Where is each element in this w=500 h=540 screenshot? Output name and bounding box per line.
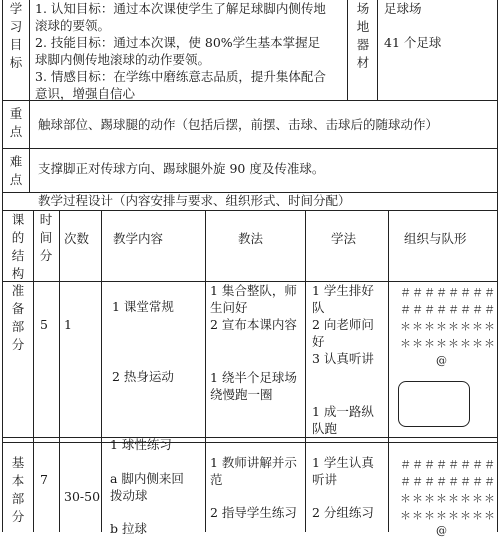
header-content: 教学内容	[113, 231, 164, 246]
basic-content-line: 拨动球	[110, 488, 148, 503]
formation-row: ＃＃＃＃＃＃＃＃	[400, 286, 496, 299]
table-divider	[59, 210, 60, 532]
prep-method-line: 生问好	[210, 300, 248, 315]
prep-method-line: 1 集合整队，师	[210, 283, 297, 298]
header-structure: 课 的 结 构	[11, 212, 25, 281]
basic-content-line: a 脚内侧来回	[110, 471, 184, 486]
basic-content-line: b 拉球	[110, 521, 147, 536]
section-double-rule	[2, 437, 497, 443]
formation-row: ＊＊＊＊＊＊＊＊	[400, 509, 496, 522]
basic-method-line: 1 教师讲解并示	[210, 455, 297, 470]
header-time: 时 间 分	[39, 212, 53, 263]
teacher-marker: @	[436, 524, 447, 537]
table-divider	[377, 0, 378, 100]
formation-row: ＊＊＊＊＊＊＊＊	[400, 337, 496, 350]
venue-label: 场 地 器 材	[356, 1, 370, 70]
prep-method-line: 绕慢跑一圈	[210, 387, 273, 402]
key-text: 触球部位、踢球腿的动作（包括后摆，前摆、击球、击球后的随球动作）	[38, 117, 439, 132]
prep-study-line: 好	[312, 334, 325, 349]
goal-line: 3. 情感目标：在学练中磨练意志品质，提升集体配合	[35, 69, 326, 84]
formation-row: ＊＊＊＊＊＊＊＊	[400, 320, 496, 333]
prep-study-line: 1 成一路纵	[312, 404, 374, 419]
prep-method-line: 1 绕半个足球场	[210, 370, 297, 385]
basic-count: 30-50	[64, 489, 101, 504]
formation-row: ＃＃＃＃＃＃＃＃	[400, 303, 496, 316]
basic-method-line: 范	[210, 472, 223, 487]
design-title: 教学过程设计（内容安排与要求、组织形式、时间分配）	[38, 193, 351, 208]
prep-study-line: 2 向老师问	[312, 317, 374, 332]
table-divider	[205, 210, 206, 532]
formation-row: ＊＊＊＊＊＊＊＊	[400, 492, 496, 505]
basic-time: 7	[40, 472, 48, 487]
basic-study-line: 听讲	[312, 472, 338, 487]
table-rule	[2, 210, 498, 211]
goal-line: 滚球的要领。	[35, 18, 111, 33]
goal-line: 意识，增强自信心	[35, 86, 136, 101]
goal-label: 学 习 目 标	[9, 1, 23, 70]
header-org: 组织与队形	[404, 231, 467, 246]
goal-line: 球脚内侧传地滚球的动作要领。	[35, 52, 211, 67]
basic-study-line: 1 学生认真	[312, 455, 374, 470]
running-track-diagram	[398, 381, 470, 427]
table-divider	[305, 210, 306, 532]
prep-content-item: 2 热身运动	[112, 369, 174, 384]
difficulty-text: 支撑脚正对传球方向、踢球腿外旋 90 度及传准球。	[38, 161, 325, 176]
prep-time: 5	[40, 317, 48, 332]
prep-study-line: 队跑	[312, 421, 338, 436]
table-divider	[347, 0, 348, 100]
prep-count: 1	[64, 317, 72, 332]
prep-study-line: 队	[312, 300, 325, 315]
table-divider	[388, 210, 389, 532]
table-border-left	[2, 0, 3, 532]
header-method: 教法	[238, 231, 264, 246]
venue-line: 足球场	[384, 1, 422, 16]
basic-content-line: 1 球性练习	[110, 437, 172, 452]
formation-row: ＃＃＃＃＃＃＃＃	[400, 458, 496, 471]
header-study: 学法	[331, 231, 357, 246]
formation-row: ＃＃＃＃＃＃＃＃	[400, 475, 496, 488]
table-divider	[33, 210, 34, 532]
key-label: 重 点	[9, 106, 23, 139]
teacher-marker: @	[436, 354, 447, 367]
goal-line: 1. 认知目标：通过本次课使学生了解足球脚内侧传地	[35, 1, 326, 16]
basic-method-line: 2 指导学生练习	[210, 505, 297, 520]
goal-line: 2. 技能目标：通过本次课，使 80%学生基本掌握足	[35, 35, 321, 50]
prep-method-line: 2 宣布本课内容	[210, 317, 297, 332]
table-rule	[2, 148, 498, 149]
basic-label: 基 本 部 分	[11, 455, 25, 524]
table-divider	[101, 210, 102, 532]
difficulty-label: 难 点	[9, 154, 23, 187]
table-border-right	[497, 0, 498, 532]
prep-study-line: 1 学生排好	[312, 283, 374, 298]
prep-label: 准 备 部 分	[11, 283, 25, 352]
header-count: 次数	[64, 231, 90, 246]
venue-line: 41 个足球	[384, 35, 442, 50]
prep-study-line: 3 认真听讲	[312, 351, 374, 366]
prep-content-item: 1 课堂常规	[112, 299, 174, 314]
basic-study-line: 2 分组练习	[312, 505, 374, 520]
table-divider	[29, 0, 30, 192]
